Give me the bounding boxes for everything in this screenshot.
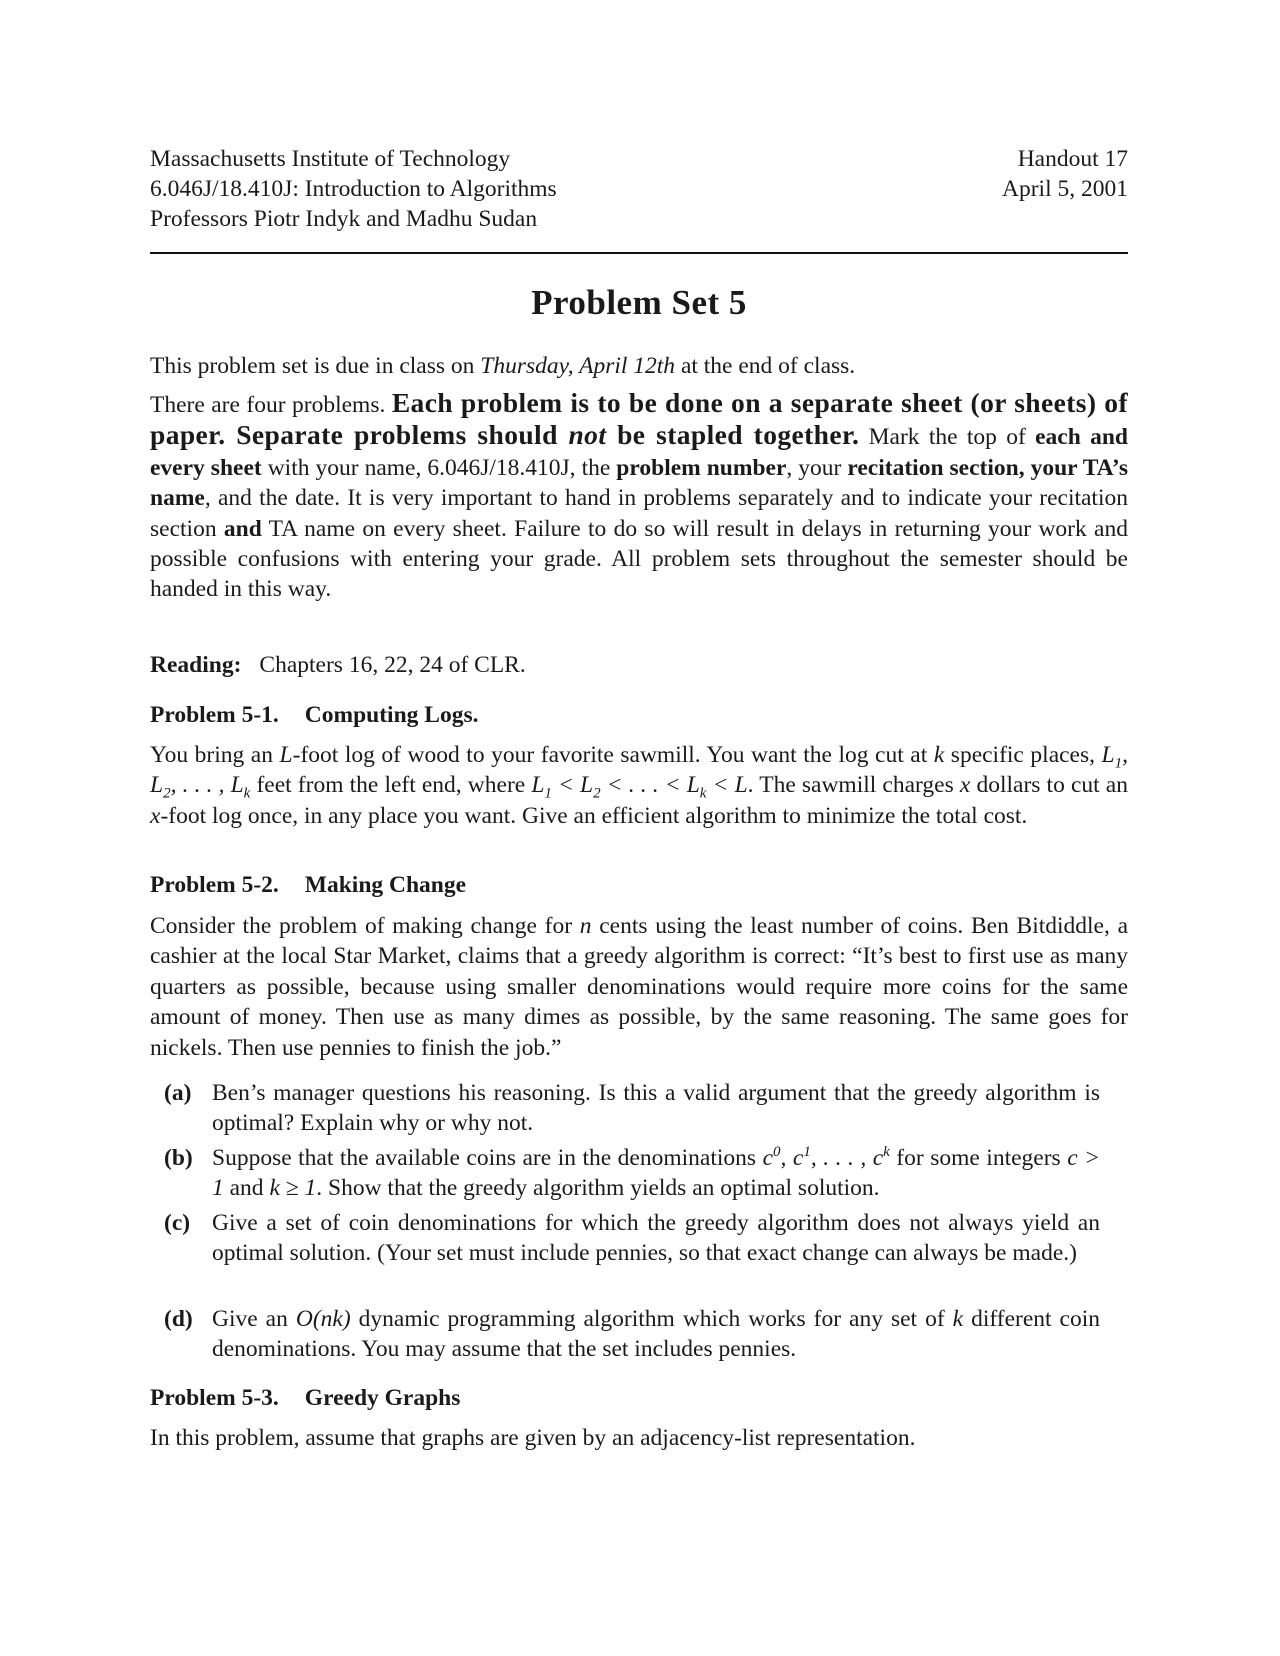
- due-prefix: This problem set is due in class on: [150, 353, 481, 379]
- math-var: x: [959, 772, 971, 799]
- part-label: (d): [164, 1306, 193, 1332]
- problem-heading: [150, 702, 478, 729]
- instr-bold-1: each and every sheet: [150, 424, 1128, 481]
- math-inequality: $L_1 < L_2$ < . . . < $L_k < L$: [531, 772, 748, 803]
- due-statement: [150, 351, 1128, 381]
- body-text: dollars to cut an: [970, 772, 1128, 799]
- problem-part-b: [164, 1143, 1100, 1204]
- instr-bold-4: and: [223, 515, 262, 542]
- body-text: . The sawmill charges: [747, 772, 960, 799]
- problem-body: [150, 911, 1128, 1063]
- math-var: n: [579, 913, 592, 939]
- math-cut-positions: $L_1$, $L_2$, . . . , $L_k$: [150, 742, 1128, 803]
- math-var: k: [952, 1306, 964, 1332]
- due-day: Thursday, April 12th: [480, 353, 676, 379]
- problem-part-a: [164, 1078, 1100, 1139]
- part-text-post: different coin denominations. You may assume that the set includes pennies.: [212, 1306, 1100, 1363]
- part-text: [212, 1304, 1100, 1365]
- part-text-mid: for some integers: [889, 1145, 1068, 1171]
- part-text: Ben’s manager questions his reasoning. Is this a valid argument that the greedy algorithm is optimal? Explain why or why not.: [212, 1080, 1100, 1137]
- part-text-and: and: [223, 1175, 270, 1202]
- reading-label: Reading:: [150, 652, 242, 678]
- emphasis-part-1: Each problem is to be done on a separate sheet (or sheets) of paper. Separate problems should: [150, 387, 1128, 451]
- reading-text: Chapters 16, 22, 24 of CLR.: [259, 652, 526, 678]
- math-var: k: [933, 742, 945, 768]
- problem-part-c: [164, 1208, 1100, 1269]
- header-rule: [150, 252, 1128, 254]
- handout-date: April 5, 2001: [1002, 176, 1128, 202]
- math-denominations: $c^0$, $c^1$, . . . , $c^k$: [762, 1144, 890, 1171]
- math-condition-k: k ≥ 1: [269, 1175, 317, 1202]
- body-text: You bring an: [150, 742, 280, 768]
- instr-text-2: with your name, 6.046J/18.410J, the: [261, 454, 617, 481]
- body-text: cents using the least number of coins. Ben Bitdiddle, a cashier at the local Star Market, claims that a greedy algorithm is correct: “It’s best to first use as many quarters as possible, because using smaller denominations would require more coins for the same amount of money. Then use as many dimes as possible, by the same reasoning. The same goes for nickels. Then use pennies to finish the job.”: [150, 913, 1128, 1061]
- problem-number: Problem 5-3.: [150, 1385, 279, 1411]
- body-text: -foot log of wood to your favorite sawmill. You want the log cut at: [292, 742, 934, 768]
- part-text-pre: Give an: [212, 1306, 296, 1332]
- part-text: [212, 1143, 1100, 1204]
- math-complexity: O(nk): [295, 1306, 351, 1332]
- body-text: specific places,: [944, 742, 1102, 768]
- instr-text-4: , and the date. It is very important to hand in problems separately and to indicate your recitation section: [150, 485, 1128, 542]
- problem-body: [150, 740, 1128, 831]
- instructions-intro: There are four problems.: [150, 392, 392, 418]
- body-text: Consider the problem of making change for: [150, 913, 580, 939]
- part-label: (a): [164, 1080, 192, 1106]
- part-text-mid: dynamic programming algorithm which works for any set of: [350, 1306, 953, 1332]
- part-text-post: . Show that the greedy algorithm yields an optimal solution.: [316, 1175, 880, 1202]
- instr-text-1: Mark the top of: [859, 424, 1036, 451]
- institution: Massachusetts Institute of Technology: [150, 146, 511, 172]
- problem-heading: [150, 1385, 460, 1412]
- instr-text-3: , your: [786, 454, 848, 481]
- problem-number: Problem 5-1.: [150, 702, 279, 728]
- handout-number: Handout 17: [1017, 146, 1128, 172]
- math-var: x: [150, 802, 161, 829]
- part-label: (b): [164, 1145, 193, 1171]
- problem-number: Problem 5-2.: [150, 872, 279, 898]
- math-condition-c: c > 1: [212, 1145, 1100, 1202]
- problem-title: Greedy Graphs: [304, 1385, 461, 1411]
- body-text: feet from the left end, where: [250, 772, 532, 799]
- math-var: L: [279, 742, 293, 768]
- emphasis-part-2: be stapled together.: [606, 419, 860, 451]
- part-text-pre: Suppose that the available coins are in the denominations: [212, 1145, 763, 1171]
- course-title: 6.046J/18.410J: Introduction to Algorithms: [150, 176, 557, 202]
- instr-text-5: TA name on every sheet. Failure to do so will result in delays in returning your work and possible confusions with entering your grade. All problem sets throughout the semester should be handed in this way.: [150, 515, 1128, 603]
- part-text: Give a set of coin denominations for which the greedy algorithm does not always yield an optimal solution. (Your set must include pennies, so that exact change can always be made.): [212, 1210, 1100, 1267]
- due-suffix: at the end of class.: [675, 353, 856, 379]
- emphasis-not: not: [568, 419, 607, 451]
- instructions-paragraph: [150, 388, 1128, 605]
- part-label: (c): [164, 1210, 191, 1236]
- problem-title: Making Change: [304, 872, 467, 898]
- problem-body: In this problem, assume that graphs are given by an adjacency-list representation.: [150, 1425, 916, 1451]
- instr-bold-2: problem number: [616, 454, 787, 481]
- problem-part-d: [164, 1304, 1100, 1365]
- problem-title: Computing Logs.: [304, 702, 479, 728]
- problem-heading: [150, 872, 466, 899]
- reading-line: [150, 650, 1128, 680]
- instr-bold-3: recitation section, your TA’s name: [150, 454, 1129, 512]
- page-title: Problem Set 5: [531, 283, 747, 322]
- professors: Professors Piotr Indyk and Madhu Sudan: [150, 206, 538, 232]
- body-text: -foot log once, in any place you want. Give an efficient algorithm to minimize the total cost.: [160, 802, 1028, 829]
